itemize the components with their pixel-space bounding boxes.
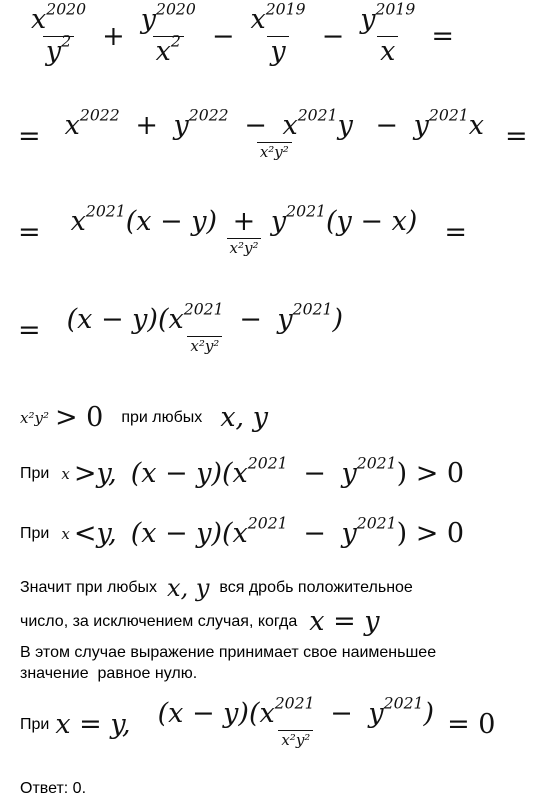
- fraction-x2019-over-y: $\frac{x^{2019}}{y}$: [250, 0, 306, 68]
- conclusion-text-b: вся дробь положительное: [219, 579, 413, 596]
- minus-sign: −: [321, 20, 345, 52]
- fraction-final: $\frac{(x - y)(x^{2021} - y^{2021})}{\text{x²y²}}$: [66, 299, 344, 356]
- line-2-combined-fraction: [18, 105, 533, 162]
- vars-xy: x, y: [220, 402, 268, 433]
- cond-x-equals-y: x = y,: [55, 709, 131, 741]
- fraction-final-case: $\frac{(x - y)(x^{2021} - y^{2021})}{\text{x²y²}}$: [157, 693, 435, 750]
- fraction-y2020-over-x2: $\frac{y^{2020}}{x^2}$: [140, 0, 196, 68]
- equals-sign: =: [18, 121, 41, 153]
- case-prefix: При: [20, 715, 50, 733]
- x-equals-y: x = y: [309, 606, 380, 637]
- equals-sign: =: [444, 217, 467, 249]
- cond-y: y,: [96, 518, 117, 549]
- line-12-final-case: [20, 693, 496, 750]
- line-13-answer: Ответ: 0.: [20, 780, 87, 797]
- cond-y: y,: [96, 458, 117, 489]
- conclusion-text-a: Значит при любых: [20, 579, 158, 596]
- equals-sign: =: [505, 121, 528, 153]
- minus-sign: −: [211, 20, 235, 52]
- cond-x: x: [61, 524, 70, 543]
- vars-xy: x, y: [167, 574, 210, 602]
- greater-than-zero: > 0: [54, 402, 104, 433]
- case-expression: $(x - y)(x^{2021} - y^{2021}) > 0$: [130, 513, 465, 549]
- line-7-case-x-less: [20, 513, 465, 549]
- line-5-positive-denominator: [20, 402, 268, 433]
- line-1-sum-of-fractions: [22, 0, 461, 68]
- line-3-factored-terms: [18, 201, 474, 258]
- fraction-combined: $x^{2022} + y^{2022} - x^{2021}y - y^{2021}x$ x²y²: [64, 105, 484, 162]
- case-expression: $(x - y)(x^{2021} - y^{2021}) > 0$: [130, 453, 465, 489]
- line-11-zero-text: значение равное нулю.: [20, 665, 198, 682]
- line-8-conclusion: [20, 574, 413, 602]
- equals-sign: =: [18, 315, 41, 347]
- fraction-x2020-over-y2: $\frac{x^{2020}}{y^2}$: [31, 0, 87, 68]
- line-4-final-factored: [18, 299, 352, 356]
- case-prefix: При: [20, 524, 50, 542]
- equals-sign: =: [431, 20, 454, 52]
- cond-rel: >: [73, 458, 97, 489]
- exception-text: число, за исключением случая, когда: [20, 612, 298, 630]
- cond-rel: <: [73, 518, 97, 549]
- line-9-exception: [20, 606, 380, 637]
- equals-sign: =: [18, 217, 41, 249]
- plus-sign: +: [102, 20, 125, 52]
- denominator-expr: x²y²: [20, 408, 49, 427]
- fraction-factored: $\frac{x^{2021}(x - y) + y^{2021}(y - x)}{\text{x²y²}}$: [70, 201, 418, 258]
- line-6-case-x-greater: [20, 453, 465, 489]
- for-any-text: при любых: [121, 408, 203, 426]
- result-zero: = 0: [447, 709, 496, 741]
- fraction-y2019-over-x: $\frac{y^{2019}}{x}$: [360, 0, 416, 68]
- line-10-minimum-text: В этом случае выражение принимает свое наименьшее: [20, 644, 437, 661]
- case-prefix: При: [20, 464, 50, 482]
- cond-x: x: [61, 464, 70, 483]
